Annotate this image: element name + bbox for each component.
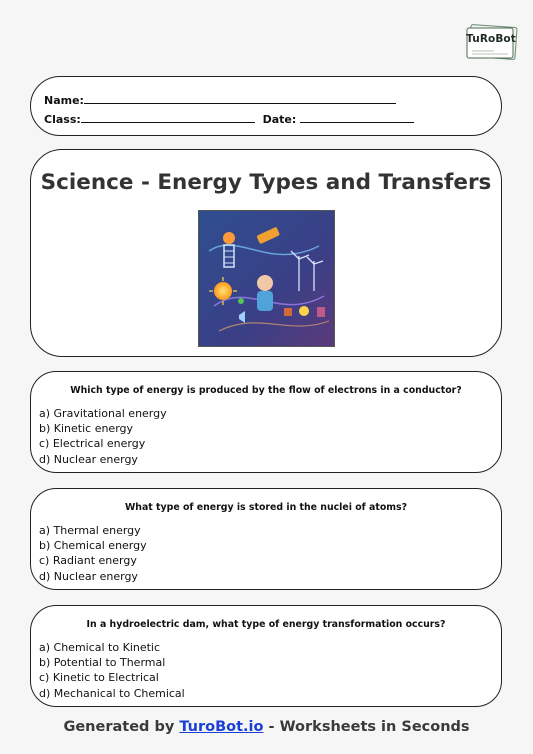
answer-option[interactable]: b) Chemical energy (39, 539, 147, 552)
answer-option[interactable]: c) Radiant energy (39, 554, 137, 567)
energy-illustration (198, 210, 335, 347)
answer-option[interactable]: c) Kinetic to Electrical (39, 671, 159, 684)
question-box-1 (30, 371, 502, 473)
question-text: Which type of energy is produced by the flow of electrons in a conductor? (70, 385, 462, 396)
question-box-3 (30, 605, 502, 707)
answer-option[interactable]: d) Mechanical to Chemical (39, 687, 185, 700)
page-title: Science - Energy Types and Transfers (40, 170, 492, 195)
footer-prefix: Generated by (63, 719, 180, 735)
answer-option[interactable]: a) Gravitational energy (39, 407, 167, 420)
student-info-box (30, 76, 502, 136)
energy-illustration-icon (199, 211, 334, 346)
question-text: In a hydroelectric dam, what type of energy transformation occurs? (86, 619, 446, 630)
answer-option[interactable]: b) Kinetic energy (39, 422, 134, 435)
answer-option[interactable]: a) Thermal energy (39, 524, 141, 537)
date-blank[interactable] (300, 112, 414, 123)
footer-suffix: - Worksheets in Seconds (263, 719, 470, 735)
turobot-link[interactable]: TuroBot.io (179, 719, 264, 735)
name-label: Name: (44, 94, 84, 107)
logo-text: TuRoBot (466, 33, 516, 45)
answer-option[interactable]: b) Potential to Thermal (39, 656, 166, 669)
question-box-2 (30, 488, 502, 590)
class-date-line (44, 112, 414, 126)
turobot-logo (464, 24, 518, 60)
question-text: What type of energy is stored in the nuclei of atoms? (124, 502, 408, 513)
date-label: Date: (262, 113, 297, 126)
footer (0, 719, 533, 735)
name-blank[interactable] (84, 93, 396, 104)
answer-option[interactable]: a) Chemical to Kinetic (39, 641, 161, 654)
answer-option[interactable]: d) Nuclear energy (39, 570, 138, 583)
answer-option[interactable]: c) Electrical energy (39, 437, 146, 450)
title-box (30, 149, 502, 357)
class-label: Class: (44, 113, 81, 126)
answer-option[interactable]: d) Nuclear energy (39, 453, 138, 466)
class-blank[interactable] (81, 112, 255, 123)
name-line (44, 93, 396, 107)
